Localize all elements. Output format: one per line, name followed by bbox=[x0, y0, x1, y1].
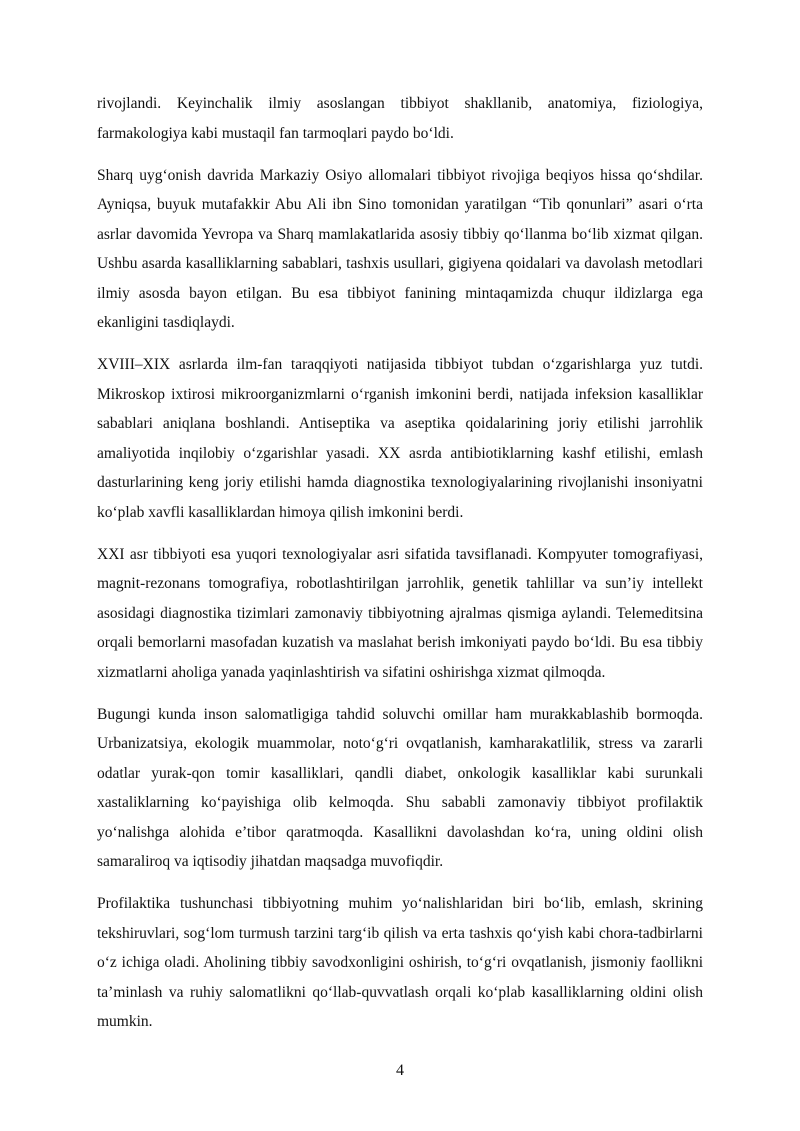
document-body bbox=[97, 89, 703, 1049]
paragraph-2: Sharq uyg‘onish davrida Markaziy Osiyo allomalari tibbiyot rivojiga beqiyos hissa qo‘shdilar. Ayniqsa, buyuk mutafakkir Abu Ali ibn Sino tomonidan yaratilgan “Tib qonunlari” asari o‘rta asrlar davomida Yevropa va Sharq mamlakatlarida asosiy tibbiy qo‘llanma bo‘lib xizmat qilgan. Ushbu asarda kasalliklarning sabablari, tashxis usullari, gigiyena qoidalari va davolash metodlari ilmiy asosda bayon etilgan. Bu esa tibbiyot fanining mintaqamizda chuqur ildizlarga ega ekanligini tasdiqlaydi. bbox=[97, 166, 703, 331]
page-number: 4 bbox=[396, 1062, 404, 1079]
paragraph-3: XVIII–XIX asrlarda ilm-fan taraqqiyoti natijasida tibbiyot tubdan o‘zgarishlarga yuz tutdi. Mikroskop ixtirosi mikroorganizmlarni o‘rganish imkonini berdi, natijada infeksion kasalliklar sabablari aniqlana boshlandi. Antiseptika va aseptika qoidalarining joriy etilishi jarrohlik amaliyotida inqilobiy o‘zgarishlar yasadi. XX asrda antibiotiklarning kashf etilishi, emlash dasturlarining keng joriy etilishi hamda diagnostika texnologiyalarining rivojlanishi insoniyatni ko‘plab xavfli kasalliklardan himoya qilish imkonini berdi. bbox=[97, 356, 703, 521]
paragraph-5: Bugungi kunda inson salomatligiga tahdid soluvchi omillar ham murakkablashib bormoqda. Urbanizatsiya, ekologik muammolar, noto‘g‘ri ovqatlanish, kamharakatlilik, stress va zararli odatlar yurak-qon tomir kasalliklari, qandli diabet, onkologik kasalliklar kabi surunkali xastaliklarning ko‘payishiga olib kelmoqda. Shu sababli zamonaviy tibbiyot profilaktik yo‘nalishga alohida e’tibor qaratmoqda. Kasallikni davolashdan ko‘ra, uning oldini olish samaraliroq va iqtisodiy jihatdan maqsadga muvofiqdir. bbox=[97, 705, 703, 870]
paragraph-6: Profilaktika tushunchasi tibbiyotning muhim yo‘nalishlaridan biri bo‘lib, emlash, skrining tekshiruvlari, sog‘lom turmush tarzini targ‘ib qilish va erta tashxis qo‘yish kabi chora-tadbirlarni o‘z ichiga oladi. Aholining tibbiy savodxonligini oshirish, to‘g‘ri ovqatlanish, jismoniy faollikni ta’minlash va ruhiy salomatlikni qo‘llab-quvvatlash orqali ko‘plab kasalliklarning oldini olish mumkin. bbox=[97, 895, 703, 1030]
paragraph-4: XXI asr tibbiyoti esa yuqori texnologiyalar asri sifatida tavsiflanadi. Kompyuter tomografiyasi, magnit-rezonans tomografiya, robotlashtirilgan jarrohlik, genetik tahlillar va sun’iy intellekt asosidagi diagnostika tizimlari zamonaviy tibbiyotning ajralmas qismiga aylandi. Telemeditsina orqali bemorlarni masofadan kuzatish va maslahat berish imkoniyati paydo bo‘ldi. Bu esa tibbiy xizmatlarni aholiga yanada yaqinlashtirish va sifatini oshirishga xizmat qilmoqda. bbox=[97, 545, 703, 681]
paragraph-1: rivojlandi. Keyinchalik ilmiy asoslangan tibbiyot shakllanib, anatomiya, fiziologiya, farmakologiya kabi mustaqil fan tarmoqlari paydo bo‘ldi. bbox=[97, 95, 703, 142]
